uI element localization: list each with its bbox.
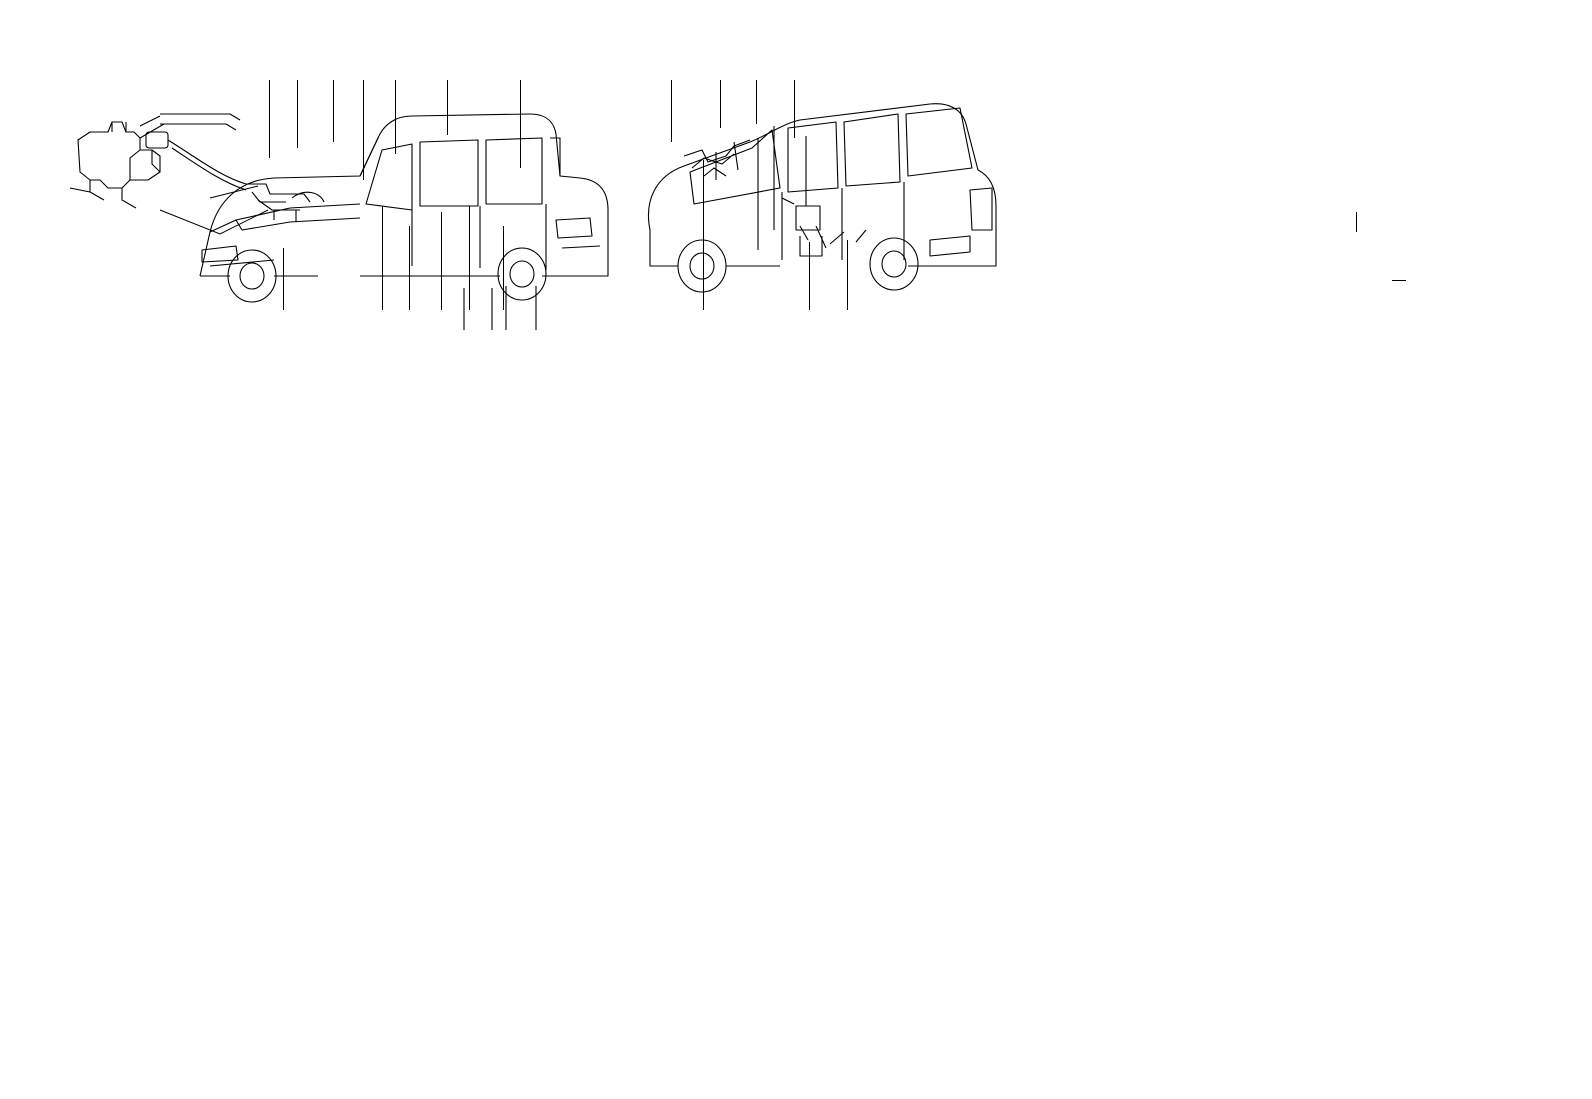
leader-line [1392, 280, 1406, 281]
leader-line [794, 80, 795, 138]
leader-line [382, 206, 383, 310]
leader-line [409, 226, 410, 310]
leader-line [333, 80, 334, 142]
leader-line [520, 80, 521, 168]
vehicle-rear-svg [630, 80, 1010, 320]
leader-line [269, 80, 270, 158]
leader-line [297, 80, 298, 148]
vehicle-front-illustration [60, 80, 660, 330]
leader-line [809, 242, 810, 310]
leader-line [283, 248, 284, 310]
leader-line [503, 226, 504, 310]
vehicle-front-svg [60, 80, 660, 330]
leader-line [756, 80, 757, 124]
leader-line [441, 212, 442, 310]
leader-line [847, 240, 848, 310]
leader-line [395, 80, 396, 154]
leader-line [1356, 212, 1357, 232]
leader-line [671, 80, 672, 142]
leader-line [447, 80, 448, 135]
leader-line [703, 160, 704, 310]
vehicle-rear-illustration [630, 80, 1010, 320]
leader-line [720, 80, 721, 128]
leader-line [469, 206, 470, 310]
leader-line [363, 80, 364, 180]
